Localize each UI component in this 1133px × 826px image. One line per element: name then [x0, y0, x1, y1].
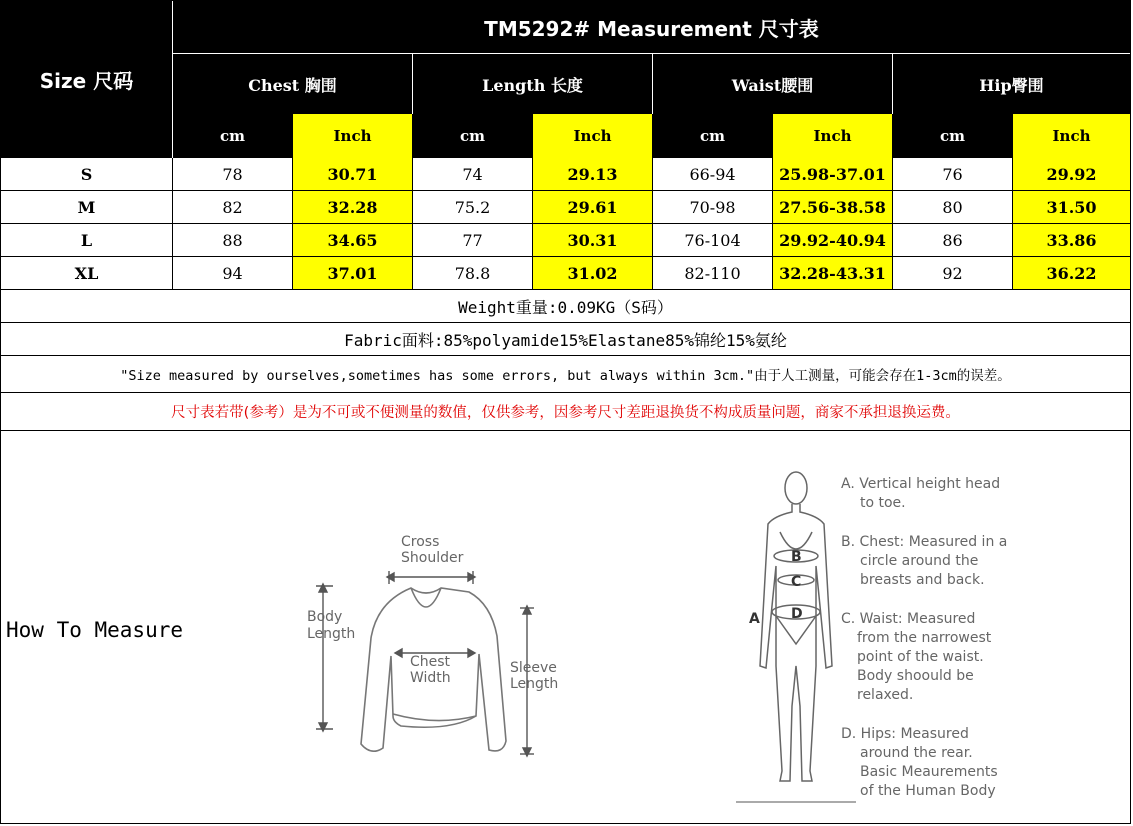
table-cell: 31.02 — [533, 257, 653, 290]
table-cell: 92 — [893, 257, 1013, 290]
table-row-size: M — [1, 191, 173, 224]
svg-text:Body shoould be: Body shoould be — [857, 668, 974, 684]
sleeve-length-label-1: Sleeve — [510, 660, 557, 676]
table-cell: 74 — [413, 158, 533, 191]
sleeve-length-label-2: Length — [510, 676, 559, 692]
table-cell: 82 — [173, 191, 293, 224]
group-hip-header: Hip臀围 — [893, 54, 1130, 114]
body-measure-diagram — [736, 466, 856, 806]
table-cell: 76-104 — [653, 224, 773, 257]
table-row-size: L — [1, 224, 173, 257]
table-cell: 25.98-37.01 — [773, 158, 893, 191]
weight-note: Weight重量:0.09KG（S码） — [1, 290, 1130, 323]
table-row-size: XL — [1, 257, 173, 290]
table-cell: 77 — [413, 224, 533, 257]
shirt-measure-diagram — [301, 526, 571, 766]
table-row-size: S — [1, 158, 173, 191]
unit-cm-header: cm — [173, 114, 293, 158]
body-measure-notes — [839, 471, 1019, 806]
table-cell: 82-110 — [653, 257, 773, 290]
unit-cm-header: cm — [653, 114, 773, 158]
how-to-measure-label: How To Measure — [6, 618, 184, 642]
table-cell: 78 — [173, 158, 293, 191]
table-cell: 31.50 — [1013, 191, 1130, 224]
svg-text:circle around the: circle around the — [860, 553, 979, 569]
table-cell: 86 — [893, 224, 1013, 257]
table-cell: 66-94 — [653, 158, 773, 191]
unit-cm-header: cm — [893, 114, 1013, 158]
svg-text:C. Waist: Measured: C. Waist: Measured — [841, 611, 976, 627]
fabric-note: Fabric面料:85%polyamide15%Elastane85%锦纶15%氨纶 — [1, 323, 1130, 356]
unit-inch-header: Inch — [773, 114, 893, 158]
measure-note: "Size measured by ourselves,sometimes has some errors, but always within 3cm."由于人工测量，可能会存在1-3cm的误差。 — [1, 356, 1130, 393]
size-header-label: Size 尺码 — [39, 69, 134, 93]
table-cell: 29.61 — [533, 191, 653, 224]
table-cell: 32.28 — [293, 191, 413, 224]
svg-text:B. Chest: Measured in a: B. Chest: Measured in a — [841, 534, 1008, 550]
marker-d: D — [791, 606, 803, 622]
table-cell: 80 — [893, 191, 1013, 224]
chest-width-label-1: Chest — [410, 654, 451, 670]
group-chest-header: Chest 胸围 — [173, 54, 413, 114]
unit-inch-header: Inch — [533, 114, 653, 158]
svg-text:breasts and back.: breasts and back. — [860, 572, 985, 588]
unit-inch-header: Inch — [293, 114, 413, 158]
disclaimer: 尺寸表若带(参考）是为不可或不便测量的数值，仅供参考，因参考尺寸差距退换货不构成质量问题，商家不承担退换运费。 — [1, 393, 1130, 431]
svg-text:A. Vertical height head: A. Vertical height head — [841, 476, 1001, 492]
unit-cm-header: cm — [413, 114, 533, 158]
svg-text:relaxed.: relaxed. — [857, 687, 914, 703]
table-cell: 29.92 — [1013, 158, 1130, 191]
svg-text:to toe.: to toe. — [860, 495, 906, 511]
body-length-label-2: Length — [307, 626, 356, 642]
cross-shoulder-label-1: Cross — [401, 534, 440, 550]
marker-c: C — [791, 574, 802, 590]
group-waist-header: Waist腰围 — [653, 54, 893, 114]
table-cell: 70-98 — [653, 191, 773, 224]
table-cell: 33.86 — [1013, 224, 1130, 257]
svg-text:of the Human Body: of the Human Body — [860, 783, 996, 799]
table-cell: 29.13 — [533, 158, 653, 191]
table-cell: 30.71 — [293, 158, 413, 191]
svg-text:Basic Meaurements: Basic Meaurements — [860, 764, 998, 780]
table-cell: 29.92-40.94 — [773, 224, 893, 257]
svg-text:around the rear.: around the rear. — [860, 745, 973, 761]
svg-text:D. Hips: Measured: D. Hips: Measured — [841, 726, 969, 742]
table-cell: 27.56-38.58 — [773, 191, 893, 224]
marker-a: A — [749, 611, 760, 627]
svg-text:from the narrowest: from the narrowest — [857, 630, 992, 646]
table-cell: 37.01 — [293, 257, 413, 290]
table-cell: 78.8 — [413, 257, 533, 290]
chart-title: TM5292# Measurement 尺寸表 — [173, 1, 1130, 54]
table-cell: 88 — [173, 224, 293, 257]
svg-text:point of the waist.: point of the waist. — [857, 649, 984, 665]
body-length-label-1: Body — [307, 609, 343, 625]
unit-inch-header: Inch — [1013, 114, 1130, 158]
size-header — [1, 1, 173, 158]
cross-shoulder-label-2: Shoulder — [401, 550, 464, 566]
marker-b: B — [791, 549, 802, 565]
table-cell: 34.65 — [293, 224, 413, 257]
table-cell: 75.2 — [413, 191, 533, 224]
table-cell: 32.28-43.31 — [773, 257, 893, 290]
table-cell: 94 — [173, 257, 293, 290]
table-cell: 76 — [893, 158, 1013, 191]
table-cell: 36.22 — [1013, 257, 1130, 290]
group-length-header: Length 长度 — [413, 54, 653, 114]
table-cell: 30.31 — [533, 224, 653, 257]
chest-width-label-2: Width — [410, 670, 451, 686]
